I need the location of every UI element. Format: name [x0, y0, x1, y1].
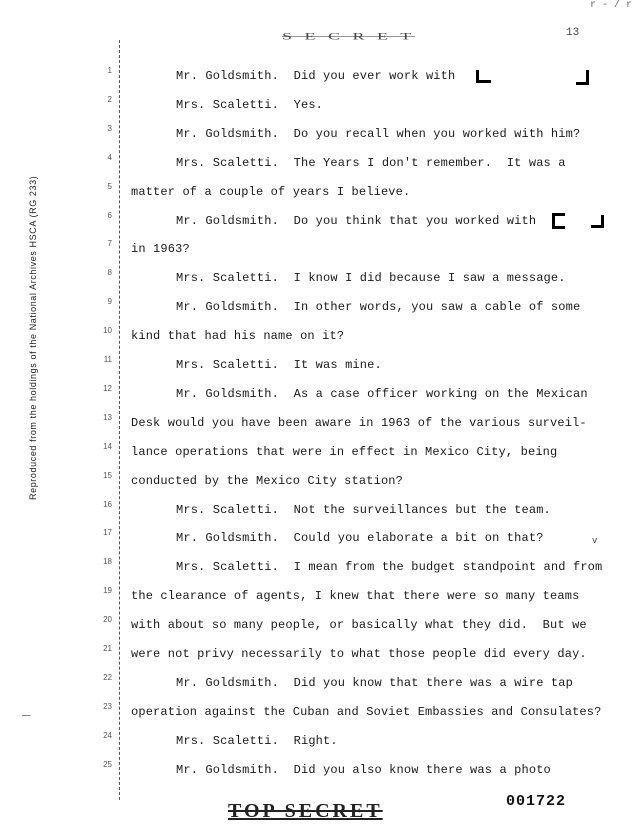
transcript-line: Mrs. Scaletti. Yes. [176, 97, 324, 112]
line-number: 14 [103, 441, 112, 451]
redaction-bracket-left [476, 70, 491, 83]
page-number: 13 [566, 27, 580, 39]
transcript-line: in 1963? [131, 242, 190, 257]
line-number: 10 [103, 326, 112, 336]
transcript-line: Mrs. Scaletti. I mean from the budget standpoint and from [176, 560, 603, 575]
transcript-line: Mr. Goldsmith. In other words, you saw a cable of some [176, 300, 581, 315]
transcript-line: Mrs. Scaletti. The Years I don't remember. It was a [176, 155, 566, 170]
line-number: 15 [103, 470, 112, 480]
margin-rule [119, 40, 120, 800]
transcript-line: Mrs. Scaletti. Not the surveillances but the team. [176, 502, 551, 517]
line-number: 2 [107, 94, 112, 104]
transcript-line: kind that had his name on it? [131, 329, 345, 344]
edge-mark: — [22, 708, 31, 724]
transcript-line: conducted by the Mexico City station? [131, 473, 403, 488]
transcript-line: Mr. Goldsmith. As a case officer working on the Mexican [176, 386, 588, 401]
redaction-bracket-left [552, 213, 565, 229]
transcript-line: the clearance of agents, I knew that there were so many teams [131, 589, 580, 604]
transcript-line: Mr. Goldsmith. Could you elaborate a bit on that? [176, 531, 544, 546]
line-number: 12 [103, 383, 112, 393]
transcript-line: were not privy necessarily to what those people did every day. [131, 647, 587, 661]
line-number: 3 [107, 123, 112, 133]
transcript-line: Desk would you have been aware in 1963 of the various surveil- [131, 415, 587, 430]
transcript-line: Mr. Goldsmith. Did you know that there was a wire tap [176, 675, 573, 690]
line-number: 24 [103, 730, 112, 740]
transcript-line: Mr. Goldsmith. Did you also know there was a photo [176, 762, 551, 777]
line-number: 7 [107, 239, 112, 249]
transcript-line: Mrs. Scaletti. Right. [176, 733, 338, 748]
transcript-line: Mr. Goldsmith. Do you recall when you worked with him? [176, 126, 581, 141]
top-classification-stamp: S E C R E T [282, 30, 416, 42]
transcript-line: Mrs. Scaletti. I know I did because I saw a message. [176, 271, 566, 286]
line-number: 6 [107, 210, 112, 220]
line-number: 21 [103, 644, 112, 653]
transcript-line: Mr. Goldsmith. Did you ever work with [176, 69, 456, 83]
transcript-line: with about so many people, or basically what they did. But we [131, 618, 587, 633]
transcript-line: matter of a couple of years I believe. [131, 184, 411, 199]
line-number: 18 [103, 557, 112, 567]
archive-provenance-note: Reproduced from the holdings of the National Archives HSCA (RG 233) [28, 175, 38, 500]
transcript-line: Mr. Goldsmith. Do you think that you worked with [176, 213, 537, 228]
line-number: 9 [107, 297, 112, 307]
transcript-line: Mrs. Scaletti. It was mine. [176, 358, 382, 372]
redaction-bracket-right [576, 70, 589, 85]
transcript-line: lance operations that were in effect in Mexico City, being [131, 444, 558, 459]
line-number: 22 [103, 672, 112, 682]
line-number: 1 [107, 66, 112, 75]
bottom-classification-stamp: TOP SECRET [228, 800, 383, 822]
tick-mark: v [592, 536, 598, 546]
transcript-line: operation against the Cuban and Soviet Embassies and Consulates? [131, 704, 602, 719]
line-number: 16 [103, 499, 112, 509]
line-number: 17 [103, 528, 112, 538]
line-number: 11 [103, 355, 112, 364]
line-number: 25 [103, 759, 112, 769]
corner-mark: r - / r [590, 0, 633, 11]
line-number: 20 [103, 615, 112, 625]
line-number: 13 [103, 412, 112, 422]
line-number: 4 [107, 152, 112, 162]
line-number: 8 [107, 268, 112, 278]
line-number: 23 [103, 701, 112, 711]
redaction-bracket-right [591, 215, 604, 228]
line-number: 5 [107, 181, 112, 191]
document-number: 001722 [506, 793, 567, 810]
line-number: 19 [103, 586, 112, 596]
